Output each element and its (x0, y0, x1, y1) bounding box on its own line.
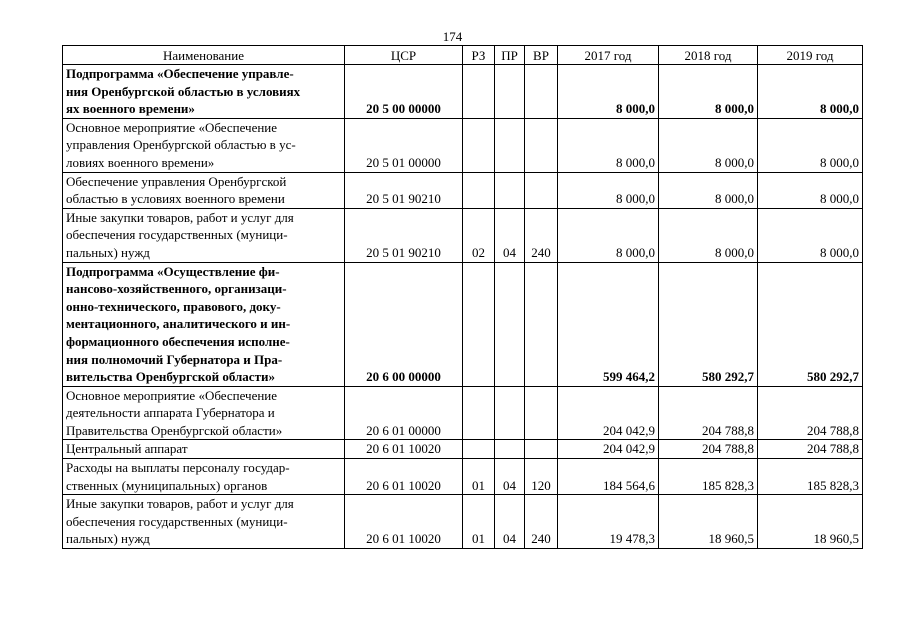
row-2019: 8 000,0 (758, 118, 863, 172)
row-2019: 580 292,7 (758, 262, 863, 386)
row-rz: 01 (463, 495, 495, 549)
row-rz (463, 386, 495, 440)
row-name-line: формационного обеспечения исполне- (66, 333, 290, 349)
row-name (63, 262, 345, 386)
row-name-line: ния Оренбургской областью в условиях (66, 83, 301, 99)
row-pr (495, 386, 525, 440)
header-csr: ЦСР (345, 46, 463, 65)
row-name-line: Центральный аппарат (66, 441, 188, 457)
row-name-line: Правительства Оренбургской области» (66, 422, 283, 438)
header-row (63, 46, 863, 65)
row-vr: 240 (525, 208, 558, 262)
header-2019: 2019 год (758, 46, 863, 65)
table-row (63, 495, 863, 549)
table-row (63, 118, 863, 172)
header-pr: ПР (495, 46, 525, 65)
row-csr: 20 6 01 10020 (345, 495, 463, 549)
row-2017: 8 000,0 (558, 172, 659, 208)
row-name-line: онно-технического, правового, доку- (66, 298, 281, 314)
row-name-line: Иные закупки товаров, работ и услуг для (66, 496, 294, 512)
row-name (63, 440, 345, 459)
row-csr: 20 6 01 10020 (345, 440, 463, 459)
row-2019: 185 828,3 (758, 459, 863, 495)
header-2018: 2018 год (659, 46, 758, 65)
row-vr (525, 65, 558, 119)
row-2018: 8 000,0 (659, 118, 758, 172)
header-rz: РЗ (463, 46, 495, 65)
row-name-line: Подпрограмма «Осуществление фи- (66, 263, 280, 279)
row-2019: 8 000,0 (758, 65, 863, 119)
row-name (63, 208, 345, 262)
row-name (63, 172, 345, 208)
table-row-subprogram-6 (63, 262, 863, 386)
row-2019: 204 788,8 (758, 440, 863, 459)
row-rz: 01 (463, 459, 495, 495)
row-name-line: обеспечения государственных (муници- (66, 513, 288, 529)
table-row (63, 386, 863, 440)
row-vr (525, 262, 558, 386)
row-name (63, 386, 345, 440)
row-name-line: Иные закупки товаров, работ и услуг для (66, 209, 294, 225)
row-name-line: ния полномочий Губернатора и Пра- (66, 351, 283, 367)
row-name-line: вительства Оренбургской области» (66, 369, 275, 385)
row-rz: 02 (463, 208, 495, 262)
page-number: 174 (442, 29, 463, 44)
row-name-line: нансово-хозяйственного, организаци- (66, 281, 287, 297)
header-2017: 2017 год (558, 46, 659, 65)
row-name (63, 118, 345, 172)
row-2018: 185 828,3 (659, 459, 758, 495)
row-name-line: обеспечения государственных (муници- (66, 227, 288, 243)
row-rz (463, 262, 495, 386)
row-2017: 204 042,9 (558, 386, 659, 440)
row-2017: 8 000,0 (558, 118, 659, 172)
row-2017: 8 000,0 (558, 65, 659, 119)
row-2017: 184 564,6 (558, 459, 659, 495)
row-name-line: областью в условиях военного времени (66, 191, 285, 207)
row-rz (463, 65, 495, 119)
row-pr (495, 118, 525, 172)
row-name-line: ях военного времени» (66, 101, 195, 117)
table-row (63, 440, 863, 459)
row-name-line: ственных (муниципальных) органов (66, 477, 268, 493)
row-csr: 20 6 01 00000 (345, 386, 463, 440)
row-2019: 204 788,8 (758, 386, 863, 440)
row-csr: 20 5 01 90210 (345, 208, 463, 262)
header-name: Наименование (63, 46, 345, 65)
row-2018: 580 292,7 (659, 262, 758, 386)
row-csr: 20 5 01 90210 (345, 172, 463, 208)
row-name-line: Подпрограмма «Обеспечение управле- (66, 66, 294, 81)
row-2018: 8 000,0 (659, 172, 758, 208)
row-rz (463, 118, 495, 172)
row-2018: 204 788,8 (659, 386, 758, 440)
row-name (63, 495, 345, 549)
table-row (63, 172, 863, 208)
row-csr: 20 6 01 10020 (345, 459, 463, 495)
row-2017: 599 464,2 (558, 262, 659, 386)
row-name-line: пальных) нужд (66, 244, 150, 260)
row-csr: 20 6 00 00000 (345, 262, 463, 386)
table-row (63, 459, 863, 495)
row-2018: 18 960,5 (659, 495, 758, 549)
row-csr: 20 5 00 00000 (345, 65, 463, 119)
row-2017: 19 478,3 (558, 495, 659, 549)
row-rz (463, 172, 495, 208)
header-vr: ВР (525, 46, 558, 65)
row-vr (525, 386, 558, 440)
row-name-line: ловиях военного времени» (66, 154, 215, 170)
row-vr (525, 440, 558, 459)
row-2018: 8 000,0 (659, 208, 758, 262)
row-name-line: Основное мероприятие «Обеспечение (66, 119, 278, 135)
row-pr (495, 262, 525, 386)
row-name-line: Расходы на выплаты персоналу государ- (66, 460, 290, 476)
row-rz (463, 440, 495, 459)
row-name (63, 65, 345, 119)
row-2019: 8 000,0 (758, 172, 863, 208)
row-pr: 04 (495, 208, 525, 262)
row-name-line: Основное мероприятие «Обеспечение (66, 387, 278, 403)
row-2019: 8 000,0 (758, 208, 863, 262)
row-name-line: Обеспечение управления Оренбургской (66, 173, 287, 189)
row-2018: 204 788,8 (659, 440, 758, 459)
row-name-line: деятельности аппарата Губернатора и (66, 405, 275, 421)
row-2019: 18 960,5 (758, 495, 863, 549)
row-csr: 20 5 01 00000 (345, 118, 463, 172)
row-name (63, 459, 345, 495)
row-vr (525, 172, 558, 208)
row-vr: 120 (525, 459, 558, 495)
row-pr: 04 (495, 495, 525, 549)
row-2017: 8 000,0 (558, 208, 659, 262)
row-pr: 04 (495, 459, 525, 495)
row-pr (495, 65, 525, 119)
budget-table (62, 45, 863, 549)
row-name-line: пальных) нужд (66, 531, 150, 547)
table-row (63, 208, 863, 262)
row-vr (525, 118, 558, 172)
row-name-line: управления Оренбургской областью в ус- (66, 137, 296, 153)
row-2018: 8 000,0 (659, 65, 758, 119)
row-pr (495, 440, 525, 459)
row-pr (495, 172, 525, 208)
row-name-line: ментационного, аналитического и ин- (66, 316, 291, 332)
row-vr: 240 (525, 495, 558, 549)
table-row-subprogram-5 (63, 65, 863, 119)
row-2017: 204 042,9 (558, 440, 659, 459)
